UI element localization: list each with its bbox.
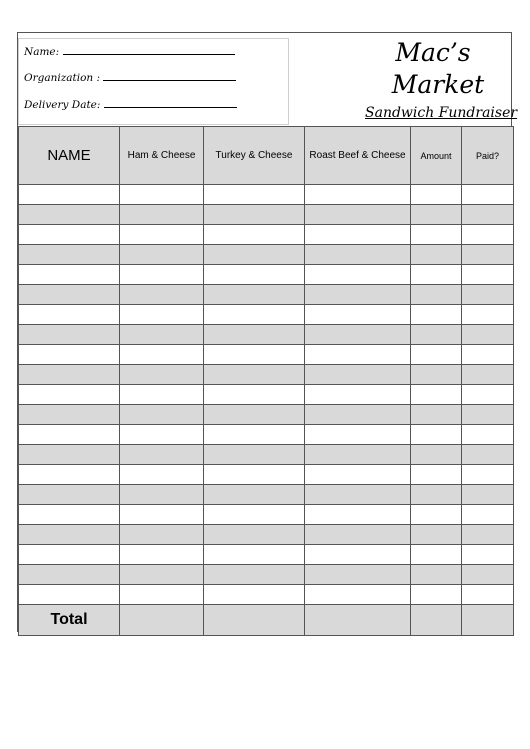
name-cell[interactable] xyxy=(19,325,120,345)
total-ham-cheese-cell[interactable] xyxy=(120,605,204,636)
roast-beef-cheese-cell[interactable] xyxy=(305,385,411,405)
roast-beef-cheese-cell[interactable] xyxy=(305,405,411,425)
amount-cell[interactable] xyxy=(411,585,462,605)
name-cell[interactable] xyxy=(19,345,120,365)
ham-cheese-cell[interactable] xyxy=(120,465,204,485)
roast-beef-cheese-cell[interactable] xyxy=(305,565,411,585)
turkey-cheese-cell[interactable] xyxy=(204,585,305,605)
organization-field-line[interactable] xyxy=(103,71,236,81)
turkey-cheese-cell[interactable] xyxy=(204,545,305,565)
turkey-cheese-cell[interactable] xyxy=(204,565,305,585)
name-label: Name: xyxy=(24,46,60,58)
paid-cell[interactable] xyxy=(462,385,514,405)
name-cell[interactable] xyxy=(19,385,120,405)
paid-cell[interactable] xyxy=(462,445,514,465)
roast-beef-cheese-cell[interactable] xyxy=(305,525,411,545)
amount-cell[interactable] xyxy=(411,285,462,305)
paid-cell[interactable] xyxy=(462,465,514,485)
roast-beef-cheese-cell[interactable] xyxy=(305,445,411,465)
turkey-cheese-cell[interactable] xyxy=(204,465,305,485)
brand-title-line-1: Mac’s xyxy=(395,38,471,67)
name-cell[interactable] xyxy=(19,525,120,545)
name-cell[interactable] xyxy=(19,405,120,425)
name-cell[interactable] xyxy=(19,485,120,505)
turkey-cheese-cell[interactable] xyxy=(204,265,305,285)
column-header-ham-cheese: Ham & Cheese xyxy=(120,127,204,185)
amount-cell[interactable] xyxy=(411,565,462,585)
paid-cell[interactable] xyxy=(462,285,514,305)
ham-cheese-cell[interactable] xyxy=(120,585,204,605)
amount-cell[interactable] xyxy=(411,405,462,425)
amount-cell[interactable] xyxy=(411,205,462,225)
name-field-line[interactable] xyxy=(63,45,235,55)
paid-cell[interactable] xyxy=(462,585,514,605)
organization-field-row xyxy=(24,71,236,84)
paid-cell[interactable] xyxy=(462,565,514,585)
ham-cheese-cell[interactable] xyxy=(120,285,204,305)
column-header-turkey-cheese: Turkey & Cheese xyxy=(204,127,305,185)
order-row xyxy=(19,205,514,225)
ham-cheese-cell[interactable] xyxy=(120,405,204,425)
ham-cheese-cell[interactable] xyxy=(120,565,204,585)
paid-cell[interactable] xyxy=(462,405,514,425)
paid-cell[interactable] xyxy=(462,245,514,265)
amount-cell[interactable] xyxy=(411,345,462,365)
roast-beef-cheese-cell[interactable] xyxy=(305,205,411,225)
turkey-cheese-cell[interactable] xyxy=(204,345,305,365)
turkey-cheese-cell[interactable] xyxy=(204,305,305,325)
turkey-cheese-cell[interactable] xyxy=(204,185,305,205)
name-cell[interactable] xyxy=(19,505,120,525)
turkey-cheese-cell[interactable] xyxy=(204,425,305,445)
paid-cell[interactable] xyxy=(462,505,514,525)
column-header-roast-beef-cheese: Roast Beef & Cheese xyxy=(305,127,411,185)
amount-cell[interactable] xyxy=(411,385,462,405)
order-row xyxy=(19,505,514,525)
column-header-paid: Paid? xyxy=(462,127,514,185)
total-turkey-cheese-cell[interactable] xyxy=(204,605,305,636)
ham-cheese-cell[interactable] xyxy=(120,425,204,445)
ham-cheese-cell[interactable] xyxy=(120,385,204,405)
amount-cell[interactable] xyxy=(411,525,462,545)
order-row xyxy=(19,245,514,265)
roast-beef-cheese-cell[interactable] xyxy=(305,225,411,245)
ham-cheese-cell[interactable] xyxy=(120,445,204,465)
brand-title-line-2: Market xyxy=(391,70,485,99)
ham-cheese-cell[interactable] xyxy=(120,305,204,325)
paid-cell[interactable] xyxy=(462,205,514,225)
name-cell[interactable] xyxy=(19,425,120,445)
turkey-cheese-cell[interactable] xyxy=(204,505,305,525)
amount-cell[interactable] xyxy=(411,445,462,465)
order-row xyxy=(19,545,514,565)
roast-beef-cheese-cell[interactable] xyxy=(305,365,411,385)
roast-beef-cheese-cell[interactable] xyxy=(305,585,411,605)
paid-cell[interactable] xyxy=(462,305,514,325)
roast-beef-cheese-cell[interactable] xyxy=(305,345,411,365)
ham-cheese-cell[interactable] xyxy=(120,205,204,225)
paid-cell[interactable] xyxy=(462,265,514,285)
ham-cheese-cell[interactable] xyxy=(120,365,204,385)
roast-beef-cheese-cell[interactable] xyxy=(305,325,411,345)
paid-cell[interactable] xyxy=(462,225,514,245)
amount-cell[interactable] xyxy=(411,225,462,245)
paid-cell[interactable] xyxy=(462,365,514,385)
order-row xyxy=(19,445,514,465)
turkey-cheese-cell[interactable] xyxy=(204,385,305,405)
roast-beef-cheese-cell[interactable] xyxy=(305,185,411,205)
order-row xyxy=(19,485,514,505)
organization-label: Organization : xyxy=(24,72,101,84)
roast-beef-cheese-cell[interactable] xyxy=(305,485,411,505)
paid-cell[interactable] xyxy=(462,525,514,545)
name-cell[interactable] xyxy=(19,265,120,285)
roast-beef-cheese-cell[interactable] xyxy=(305,245,411,265)
turkey-cheese-cell[interactable] xyxy=(204,245,305,265)
paid-cell[interactable] xyxy=(462,425,514,445)
name-cell[interactable] xyxy=(19,205,120,225)
amount-cell[interactable] xyxy=(411,185,462,205)
roast-beef-cheese-cell[interactable] xyxy=(305,305,411,325)
amount-cell[interactable] xyxy=(411,425,462,445)
name-cell[interactable] xyxy=(19,365,120,385)
amount-cell[interactable] xyxy=(411,545,462,565)
paid-cell[interactable] xyxy=(462,545,514,565)
order-row xyxy=(19,365,514,385)
total-paid-cell[interactable] xyxy=(462,605,514,636)
turkey-cheese-cell[interactable] xyxy=(204,325,305,345)
paid-cell[interactable] xyxy=(462,345,514,365)
turkey-cheese-cell[interactable] xyxy=(204,225,305,245)
amount-cell[interactable] xyxy=(411,245,462,265)
order-row xyxy=(19,305,514,325)
order-row xyxy=(19,405,514,425)
ham-cheese-cell[interactable] xyxy=(120,325,204,345)
order-form-sheet xyxy=(17,32,518,632)
amount-cell[interactable] xyxy=(411,465,462,485)
ham-cheese-cell[interactable] xyxy=(120,245,204,265)
order-row xyxy=(19,345,514,365)
name-cell[interactable] xyxy=(19,285,120,305)
order-row xyxy=(19,325,514,345)
order-row xyxy=(19,385,514,405)
order-rows xyxy=(19,185,514,605)
amount-cell[interactable] xyxy=(411,505,462,525)
name-cell[interactable] xyxy=(19,445,120,465)
roast-beef-cheese-cell[interactable] xyxy=(305,285,411,305)
name-cell[interactable] xyxy=(19,565,120,585)
total-row xyxy=(19,605,514,636)
amount-cell[interactable] xyxy=(411,305,462,325)
header-row xyxy=(19,127,514,185)
roast-beef-cheese-cell[interactable] xyxy=(305,265,411,285)
amount-cell[interactable] xyxy=(411,365,462,385)
turkey-cheese-cell[interactable] xyxy=(204,285,305,305)
roast-beef-cheese-cell[interactable] xyxy=(305,465,411,485)
column-header-amount: Amount xyxy=(411,127,462,185)
roast-beef-cheese-cell[interactable] xyxy=(305,425,411,445)
order-row xyxy=(19,465,514,485)
amount-cell[interactable] xyxy=(411,265,462,285)
turkey-cheese-cell[interactable] xyxy=(204,405,305,425)
name-cell[interactable] xyxy=(19,225,120,245)
name-cell[interactable] xyxy=(19,185,120,205)
name-cell[interactable] xyxy=(19,585,120,605)
total-roast-beef-cheese-cell[interactable] xyxy=(305,605,411,636)
delivery-date-label: Delivery Date: xyxy=(24,99,101,111)
name-cell[interactable] xyxy=(19,545,120,565)
roast-beef-cheese-cell[interactable] xyxy=(305,545,411,565)
order-row xyxy=(19,425,514,445)
ham-cheese-cell[interactable] xyxy=(120,225,204,245)
ham-cheese-cell[interactable] xyxy=(120,265,204,285)
order-row xyxy=(19,565,514,585)
name-cell[interactable] xyxy=(19,305,120,325)
ham-cheese-cell[interactable] xyxy=(120,545,204,565)
brand-subtitle: Sandwich Fundraiser xyxy=(365,105,518,121)
paid-cell[interactable] xyxy=(462,185,514,205)
paid-cell[interactable] xyxy=(462,325,514,345)
name-field-row xyxy=(24,45,235,58)
order-row xyxy=(19,225,514,245)
turkey-cheese-cell[interactable] xyxy=(204,205,305,225)
name-cell[interactable] xyxy=(19,465,120,485)
order-row xyxy=(19,285,514,305)
ham-cheese-cell[interactable] xyxy=(120,525,204,545)
ham-cheese-cell[interactable] xyxy=(120,485,204,505)
total-amount-cell[interactable] xyxy=(411,605,462,636)
roast-beef-cheese-cell[interactable] xyxy=(305,505,411,525)
turkey-cheese-cell[interactable] xyxy=(204,365,305,385)
column-header-name: NAME xyxy=(19,127,120,185)
ham-cheese-cell[interactable] xyxy=(120,185,204,205)
delivery-date-field-row xyxy=(24,98,237,111)
order-row xyxy=(19,525,514,545)
amount-cell[interactable] xyxy=(411,485,462,505)
order-row xyxy=(19,585,514,605)
orders-table xyxy=(18,126,514,636)
ham-cheese-cell[interactable] xyxy=(120,345,204,365)
turkey-cheese-cell[interactable] xyxy=(204,525,305,545)
delivery-date-field-line[interactable] xyxy=(104,98,237,108)
order-row xyxy=(19,185,514,205)
name-cell[interactable] xyxy=(19,245,120,265)
amount-cell[interactable] xyxy=(411,325,462,345)
turkey-cheese-cell[interactable] xyxy=(204,445,305,465)
total-label: Total xyxy=(19,605,120,636)
order-row xyxy=(19,265,514,285)
paid-cell[interactable] xyxy=(462,485,514,505)
info-box xyxy=(18,38,289,125)
ham-cheese-cell[interactable] xyxy=(120,505,204,525)
turkey-cheese-cell[interactable] xyxy=(204,485,305,505)
